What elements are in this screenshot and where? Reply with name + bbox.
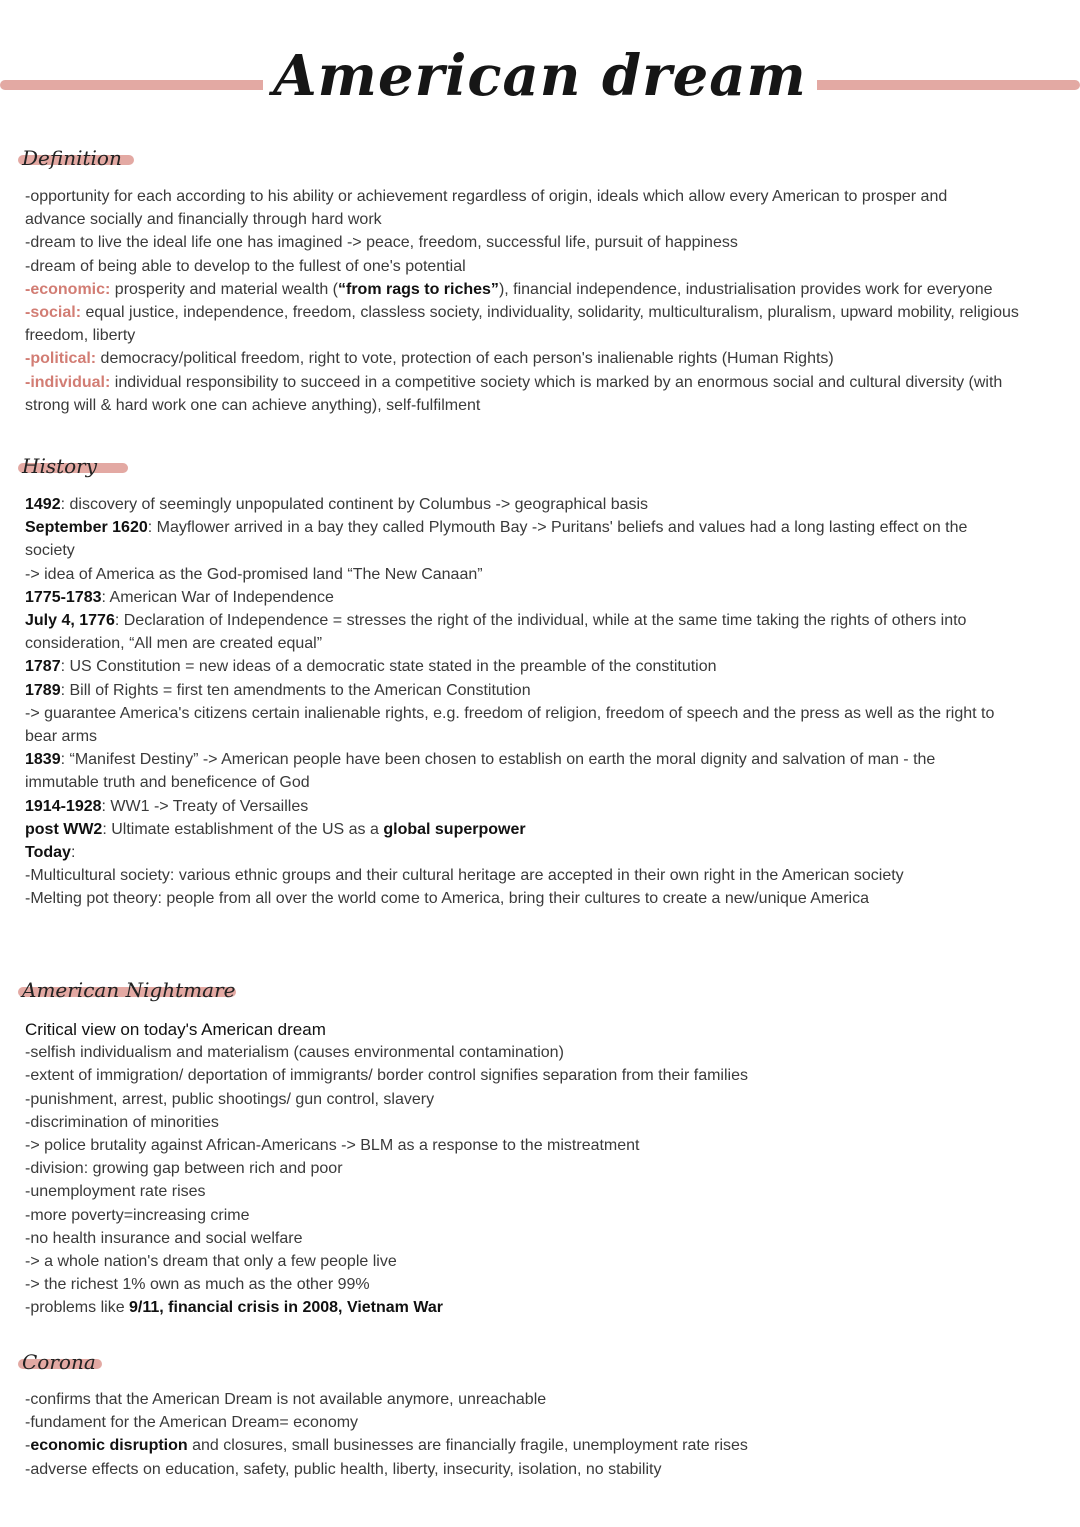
corona-heading: Corona: [22, 1350, 96, 1374]
definition-line: -dream to live the ideal life one has imagined -> peace, freedom, successful life, pursuit of happiness: [25, 234, 738, 252]
history-date: July 4, 1776: [25, 612, 115, 630]
history-entry: [25, 493, 1045, 516]
history-date: 1787: [25, 658, 61, 676]
definition-heading: Definition: [22, 146, 122, 170]
social-line: [25, 301, 1045, 324]
history-text: : US Constitution = new ideas of a democratic state stated in the preamble of the constitution: [60, 658, 717, 676]
political-text: democracy/political freedom, right to vote, protection of each person's inalienable rights (Human Rights): [96, 350, 834, 368]
economic-text-rest: ), financial independence, industrialisation provides work for everyone: [498, 280, 993, 298]
nightmare-line: -> police brutality against African-Americans -> BLM as a response to the mistreatment: [25, 1137, 640, 1155]
history-entry: [25, 818, 1045, 841]
corona-line: -adverse effects on education, safety, public health, liberty, insecurity, isolation, no stability: [25, 1460, 662, 1478]
section-heading-history: [18, 451, 128, 481]
nightmare-subheading: Critical view on today's American dream: [25, 1020, 326, 1039]
history-text: : Bill of Rights = first ten amendments to the American Constitution: [60, 681, 531, 699]
definition-line: advance socially and financially through hard work: [25, 211, 382, 229]
economic-line: [25, 278, 1045, 301]
history-heading: History: [22, 454, 98, 478]
definition-line: -dream of being able to develop to the fullest of one's potential: [25, 257, 466, 275]
economic-text: prosperity and material wealth (: [110, 280, 338, 298]
history-text: : discovery of seemingly unpopulated continent by Columbus -> geographical basis: [60, 496, 649, 513]
individual-line: [25, 371, 1045, 394]
political-label: -political:: [25, 350, 97, 368]
history-entry: [25, 841, 1045, 864]
history-entry: [25, 516, 1045, 539]
social-line-cont: freedom, liberty: [25, 327, 136, 345]
history-entry: [25, 748, 1045, 771]
problems-prefix: -problems like: [25, 1299, 130, 1317]
history-text-cont: consideration, “All men are created equal”: [25, 635, 323, 653]
section-heading-nightmare: [18, 975, 236, 1005]
nightmare-line: -punishment, arrest, public shootings/ gun control, slavery: [25, 1090, 435, 1108]
history-date: September 1620: [25, 519, 148, 537]
corona-text: and closures, small businesses are financially fragile, unemployment rate rises: [187, 1437, 748, 1455]
nightmare-problems-line: [25, 1296, 1045, 1319]
page-title-wrap: [0, 40, 1080, 112]
history-entry: [25, 586, 1045, 609]
social-text: equal justice, independence, freedom, classless society, individuality, solidarity, multiculturalism, pluralism, upward mobility, religious: [81, 304, 1019, 322]
history-date: 1775-1783: [25, 588, 102, 606]
history-entry: [25, 609, 1045, 632]
section-heading-corona: [18, 1347, 102, 1377]
nightmare-line: -no health insurance and social welfare: [25, 1229, 303, 1247]
nightmare-line: -division: growing gap between rich and poor: [25, 1160, 343, 1178]
nightmare-heading: American Nightmare: [22, 978, 236, 1002]
nightmare-line: -unemployment rate rises: [25, 1183, 206, 1201]
economic-quote: “from rags to riches”: [338, 280, 499, 298]
nightmare-line: -> the richest 1% own as much as the other 99%: [25, 1276, 370, 1294]
history-text: : Ultimate establishment of the US as a: [102, 820, 384, 838]
history-note: -> guarantee America's citizens certain inalienable rights, e.g. freedom of religion, freedom of speech and the press as well as the right to: [25, 704, 995, 722]
nightmare-line: -extent of immigration/ deportation of immigrants/ border control signifies separation from their families: [25, 1067, 748, 1085]
nightmare-line: -> a whole nation's dream that only a few people live: [25, 1253, 397, 1271]
history-text: : American War of Independence: [101, 588, 334, 606]
history-text: : “Manifest Destiny” -> American people have been chosen to establish on earth the moral dignity and salvation of man - the: [60, 751, 936, 769]
corona-line: -fundament for the American Dream= economy: [25, 1414, 359, 1432]
corona-block: [25, 1388, 1045, 1481]
history-note: -Melting pot theory: people from all over the world come to America, bring their cultures to create a new/unique America: [25, 890, 869, 908]
history-date: 1492: [25, 496, 61, 513]
history-text: : Mayflower arrived in a bay they called Plymouth Bay -> Puritans' beliefs and values had a long lasting effect on the: [147, 519, 968, 537]
history-note: -Multicultural society: various ethnic groups and their cultural heritage are accepted in their own right in the American society: [25, 867, 904, 885]
individual-line-cont: strong will & hard work one can achieve anything), self-fulfilment: [25, 396, 481, 414]
history-text: :: [70, 844, 76, 862]
history-text-cont: society: [25, 542, 75, 560]
section-heading-definition: [18, 143, 134, 173]
history-date: Today: [25, 844, 71, 862]
economic-label: -economic:: [25, 280, 111, 298]
history-entry: [25, 679, 1045, 702]
nightmare-line: -selfish individualism and materialism (causes environmental contamination): [25, 1044, 564, 1062]
corona-line: [25, 1434, 1045, 1457]
nightmare-block: [25, 1018, 1045, 1320]
problems-emphasis: 9/11, financial crisis in 2008, Vietnam War: [129, 1299, 443, 1317]
history-text-cont: bear arms: [25, 728, 98, 746]
history-emphasis: global superpower: [383, 820, 526, 838]
history-text: : WW1 -> Treaty of Versailles: [101, 797, 309, 815]
corona-line: -confirms that the American Dream is not available anymore, unreachable: [25, 1391, 547, 1408]
page-title: American dream: [263, 40, 817, 112]
individual-label: -individual:: [25, 373, 111, 391]
definition-line: -opportunity for each according to his ability or achievement regardless of origin, ideals which allow every American to prosper and: [25, 188, 948, 205]
history-note: -> idea of America as the God-promised land “The New Canaan”: [25, 565, 483, 583]
history-date: 1914-1928: [25, 797, 102, 815]
social-label: -social:: [25, 304, 82, 322]
title-divider: [0, 80, 1080, 90]
definition-block: [25, 185, 1045, 417]
history-block: [25, 493, 1045, 911]
history-date: post WW2: [25, 820, 103, 838]
nightmare-line: -discrimination of minorities: [25, 1113, 219, 1131]
history-text: : Declaration of Independence = stresses the right of the individual, while at the same time taking the rights of others into: [114, 612, 967, 630]
political-line: [25, 347, 1045, 370]
corona-emphasis: economic disruption: [30, 1437, 188, 1455]
individual-text: individual responsibility to succeed in a competitive society which is marked by an enormous social and cultural diversity (with: [110, 373, 1003, 391]
history-date: 1839: [25, 751, 61, 769]
history-text-cont: immutable truth and beneficence of God: [25, 774, 310, 792]
history-date: 1789: [25, 681, 61, 699]
corona-dash: -: [25, 1437, 31, 1455]
history-entry: [25, 655, 1045, 678]
history-entry: [25, 795, 1045, 818]
nightmare-line: -more poverty=increasing crime: [25, 1206, 250, 1224]
